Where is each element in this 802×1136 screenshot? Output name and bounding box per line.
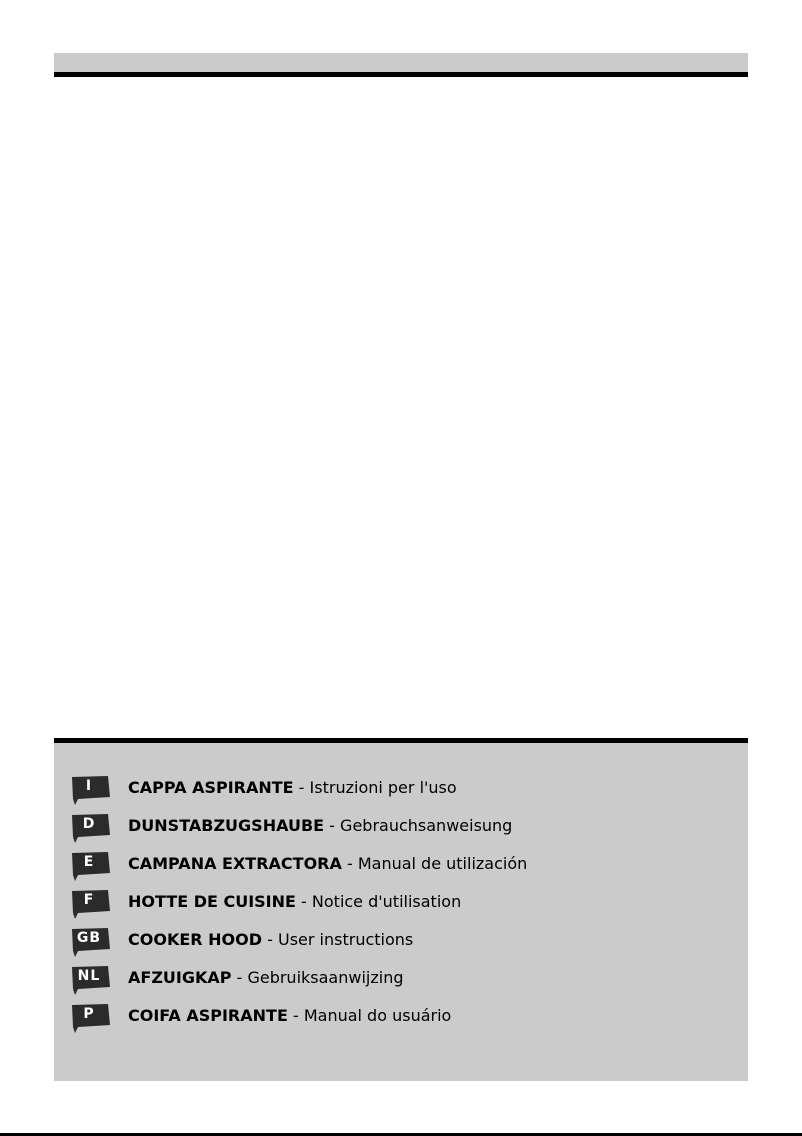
separator: - xyxy=(287,1006,304,1025)
language-row-es xyxy=(54,851,734,889)
separator: - xyxy=(295,892,312,911)
language-flag-icon xyxy=(70,851,112,881)
product-name: HOTTE DE CUISINE xyxy=(128,892,296,911)
language-entry xyxy=(128,930,413,950)
language-flag-icon xyxy=(70,889,112,919)
product-name: COOKER HOOD xyxy=(128,930,263,949)
language-flag-icon xyxy=(70,1003,112,1033)
language-code: P xyxy=(83,1006,95,1022)
language-entry xyxy=(128,892,461,912)
language-code: GB xyxy=(76,930,102,946)
separator: - xyxy=(262,930,278,949)
separator: - xyxy=(324,816,341,835)
manual-type: Gebrauchsanweisung xyxy=(340,816,513,835)
language-list xyxy=(54,775,734,1041)
header-band xyxy=(54,53,748,72)
language-entry xyxy=(128,968,403,988)
language-flag-icon xyxy=(70,775,112,805)
header-rule xyxy=(54,72,748,77)
product-name: CAMPANA EXTRACTORA xyxy=(128,854,342,873)
language-entry xyxy=(128,1006,451,1026)
manual-type: Notice d'utilisation xyxy=(311,892,462,911)
product-name: DUNSTABZUGSHAUBE xyxy=(128,816,325,835)
manual-type: Gebruiksaanwijzing xyxy=(247,968,404,987)
language-code: F xyxy=(83,892,95,908)
language-row-de xyxy=(54,813,734,851)
separator: - xyxy=(231,968,248,987)
product-name: COIFA ASPIRANTE xyxy=(128,1006,288,1025)
manual-type: User instructions xyxy=(278,930,414,949)
language-code: I xyxy=(85,778,93,794)
language-row-fr xyxy=(54,889,734,927)
product-name: AFZUIGKAP xyxy=(128,968,232,987)
language-code: D xyxy=(82,816,96,832)
language-row-gb xyxy=(54,927,734,965)
language-row-it xyxy=(54,775,734,813)
language-flag-icon xyxy=(70,965,112,995)
language-entry xyxy=(128,778,457,798)
language-flag-icon xyxy=(70,813,112,843)
language-row-nl xyxy=(54,965,734,1003)
language-code: E xyxy=(83,854,95,870)
language-panel xyxy=(54,743,748,1081)
language-entry xyxy=(128,854,527,874)
manual-type: Istruzioni per l'uso xyxy=(309,778,457,797)
language-row-pt xyxy=(54,1003,734,1041)
language-entry xyxy=(128,816,512,836)
product-name: CAPPA ASPIRANTE xyxy=(128,778,294,797)
language-code: NL xyxy=(77,968,101,984)
manual-type: Manual do usuário xyxy=(303,1006,452,1025)
separator: - xyxy=(341,854,358,873)
language-flag-icon xyxy=(70,927,112,957)
separator: - xyxy=(293,778,310,797)
manual-type: Manual de utilización xyxy=(357,854,528,873)
